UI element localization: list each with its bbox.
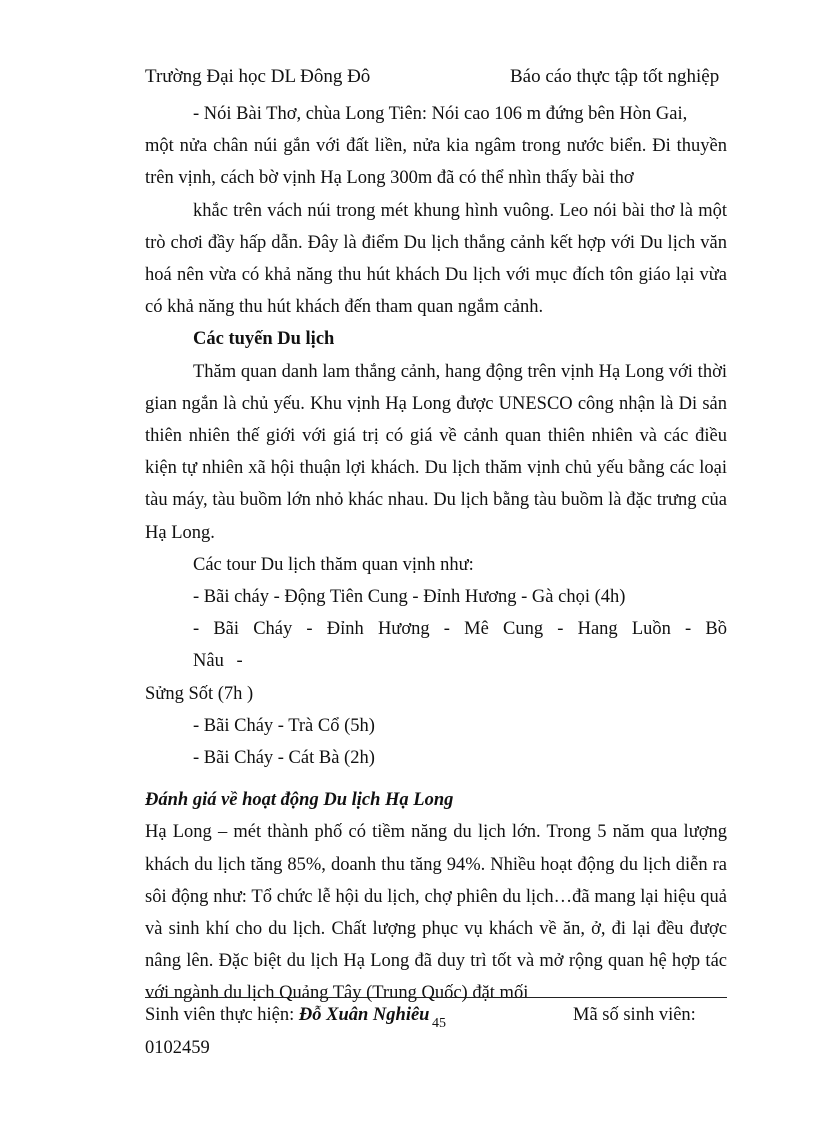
document-body <box>145 98 727 1010</box>
footer-student-name: Đỗ Xuân Nghiêu <box>298 1005 430 1025</box>
tour-item: - Bãi Cháy - Cát Bà (2h) <box>193 748 375 769</box>
paragraph-bai-tho-line1: - Nói Bài Thơ, chùa Long Tiên: Nói cao 106 m đứng bên Hòn Gai, <box>193 104 688 124</box>
paragraph-bai-tho-rest: một nửa chân núi gắn với đất liền, nửa kia ngâm trong nước biển. Đi thuyền trên vịnh, cách bờ vịnh Hạ Long 300m đã có thể nhìn thấy bài thơ <box>145 136 727 189</box>
heading-tourist-routes: Các tuyến Du lịch <box>193 329 335 350</box>
footer-student-label <box>145 1005 429 1026</box>
paragraph-evaluation: Hạ Long – mét thành phố có tiềm năng du lịch lớn. Trong 5 năm qua lượng khách du lịch tăng 85%, doanh thu tăng 94%. Nhiều hoạt động du lịch diễn ra sôi động như: Tổ chức lễ hội du lịch, chợ phiên du lịch…đã mang lại hiệu quả và sinh khí cho du lịch. Chất lượng phục vụ khách về ăn, ở, đi lại đều được nâng lên. Đặc biệt du lịch Hạ Long đã duy trì tốt và mở rộng quan hệ hợp tác với ngành du lịch Quảng Tây (Trung Quốc) đặt mối <box>145 822 727 1004</box>
header-report-title: Báo cáo thực tập tốt nghiệp <box>510 66 720 87</box>
header-school-name: Trường Đại học DL Đông Đô <box>145 66 371 87</box>
footer-student-id-value: 0102459 <box>145 1038 210 1058</box>
tour-item: - Bãi Cháy - Trà Cổ (5h) <box>193 715 375 736</box>
paragraph-routes-description: Thăm quan danh lam thắng cảnh, hang động trên vịnh Hạ Long với thời gian ngắn là chủ yếu. Khu vịnh Hạ Long được UNESCO công nhận là Di sản thiên nhiên thế giới với giá trị có giá về cảnh quan thiên nhiên và các điều kiện tự nhiên xã hội thuận lợi khách. Du lịch thăm vịnh chủ yếu bằng các loại tàu máy, tàu buồm lớn nhỏ khác nhau. Du lịch bằng tàu buồm là đặc trưng của Hạ Long. <box>145 361 727 543</box>
tour-item: - Bãi Cháy - Đỉnh Hương - Mê Cung - Hang Luồn - Bồ Nâu - <box>193 619 727 672</box>
footer-student-label-text: Sinh viên thực hiện: <box>145 1005 299 1025</box>
paragraph-bai-tho-continued: khắc trên vách núi trong mét khung hình vuông. Leo nói bài thơ là một trò chơi đầy hấp dẫn. Đây là điểm Du lịch thắng cảnh kết hợp với Du lịch văn hoá nên vừa có khả năng thu hút khách Du lịch với mục đích tôn giáo lại vừa có khả năng thu hút khách đến tham quan ngắm cảnh. <box>145 200 727 318</box>
tours-intro: Các tour Du lịch thăm quan vịnh như: <box>193 554 474 575</box>
tour-item-continued: Sửng Sốt (7h ) <box>145 683 254 704</box>
heading-evaluation: Đánh giá về hoạt động Du lịch Hạ Long <box>145 790 454 811</box>
footer-student-id-label: Mã số sinh viên: <box>573 1005 696 1025</box>
tour-item: - Bãi cháy - Động Tiên Cung - Đỉnh Hương - Gà chọi (4h) <box>193 587 626 608</box>
page-number: 45 <box>432 1016 446 1031</box>
footer-divider <box>145 997 727 998</box>
